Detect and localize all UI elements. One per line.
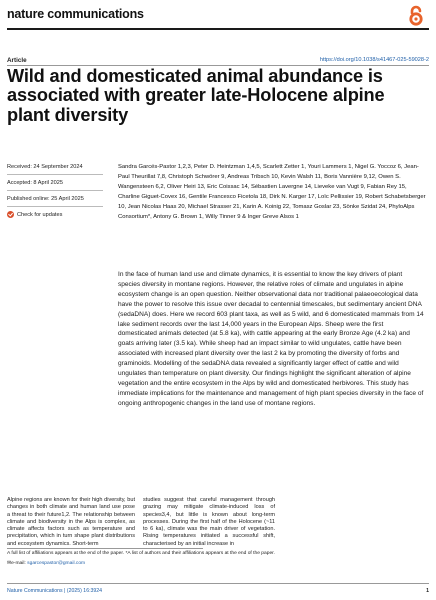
abstract: In the face of human land use and climate dynamics, it is essential to know the key drivers of plant species diversity in montane regions. However, the relative roles of climate and ungulates in alpine ecosystem change is an open question. Neither observational data nor traditional palaeoecological data have the power to resolve this issue over decadal to centennial timescales, but sedimentary ancient DNA (sedaDNA) does. Here we record 603 plant taxa, as well as 5 wild, and 6 domesticated mammals from 14 lake sediment records over the last 14,000 years in the European Alps. Sheep were the first domesticated animals detected (at 5.8 ka), with cattle appearing at the early Bronze Age (4.2 ka) and goats arriving later (3.5 ka). While sheep had an impact similar to wild ungulates, cattle have been associated with increased plant diversity over the last 2 ka by promoting the diversity of forbs and graminoids. Modelling of the sedaDNA data revealed a significantly larger effect of cattle and wild ungulates than temperature on plant diversity. Our findings highlight the significant alteration of alpine vegetation and the entire ecosystem in the Alps by wild and domesticated herbivores. This study has immediate implications for the maintenance and management of high plant species diversity in the face of ongoing anthropogenic changes in the land use of montane regions. — [118, 271, 424, 407]
check-for-updates-button[interactable] — [7, 211, 62, 218]
published-date: Published online: 25 April 2025 — [7, 196, 84, 202]
citation: Nature Communications | (2025) 16:3924 — [7, 588, 103, 594]
header-rule — [7, 28, 429, 30]
page-number: 1 — [426, 588, 429, 594]
author-list: Sandra Garcés-Pastor 1,2,3, Peter D. Heintzman 1,4,5, Scarlett Zetter 1, Youri Lammers 1, Nigel G. Yoccoz 6, Jean-Paul Theurillat 7,8, Christoph Schwörer 9, Andreas Tribsch 10, Kevin Walsh 11, Boris Vannière 9,12, Owen S. Wangensteen 6,2, Oliver Heiri 13, Eric Coissac 14, Sébastien Lavergne 14, Lieveke van Vugt 9, Fabian Rey 15, Charline Giguet-Covex 16, Gentile Francesco Ficetola 18, Dirk N. Karger 17, Loïc Pellissier 19, Robert Schabetsberger 10, Jean Nicolas Haas 20, Michael Strasser 21, Karin A. Koinig 22, Tomasz Goslar 23, Sönke Szidat 24, PhyloAlps Consortium*, Antony G. Brown 1, Willy Tinner 9 & Inger Greve Alsos 1 — [118, 164, 426, 220]
email-prefix: e-mail: — [11, 561, 28, 566]
body-column-2: studies suggest that careful management through grazing may mitigate climate-induced loss of species3,4, but little is known about long-term processes. During the first half of the Holocene (~11 to 6 ka), climate was the main driver of vegetation. Rising temperatures initiated a successful shift, characterised by an initial increase in — [143, 497, 275, 547]
article-title: Wild and domesticated animal abundance is associated with greater late-Holocene alpine plant diversity — [7, 66, 385, 125]
email-note — [7, 560, 85, 566]
check-updates-icon — [7, 211, 14, 218]
divider — [7, 206, 103, 207]
open-access-icon — [405, 5, 427, 27]
check-updates-label: Check for updates — [17, 211, 63, 218]
email-icon: ✉ — [7, 561, 12, 566]
divider — [7, 174, 103, 175]
accepted-date: Accepted: 8 April 2025 — [7, 180, 63, 186]
body-column-1: Alpine regions are known for their high diversity, but changes in both climate and human land use pose a threat to their future1,2. The relationship between climate and biodiversity in the Alps is complex, as climate affects factors such as temperature and precipitation, which in turn shape plant distributions and ecosystem dynamics. Short-term — [7, 497, 135, 547]
divider — [7, 190, 103, 191]
affiliations-note: A full list of affiliations appears at the end of the paper. *A list of authors and their affiliations appears at the end of the paper. — [7, 551, 275, 556]
footnote-rule — [7, 548, 203, 549]
received-date: Received: 24 September 2024 — [7, 164, 83, 170]
email-link[interactable]: sgarcespastor@gmail.com — [27, 561, 86, 566]
article-type: Article — [7, 57, 27, 64]
journal-name: nature communications — [7, 7, 144, 21]
doi-link[interactable]: https://doi.org/10.1038/s41467-025-59028-2 — [319, 57, 429, 63]
footer-rule — [7, 583, 429, 584]
